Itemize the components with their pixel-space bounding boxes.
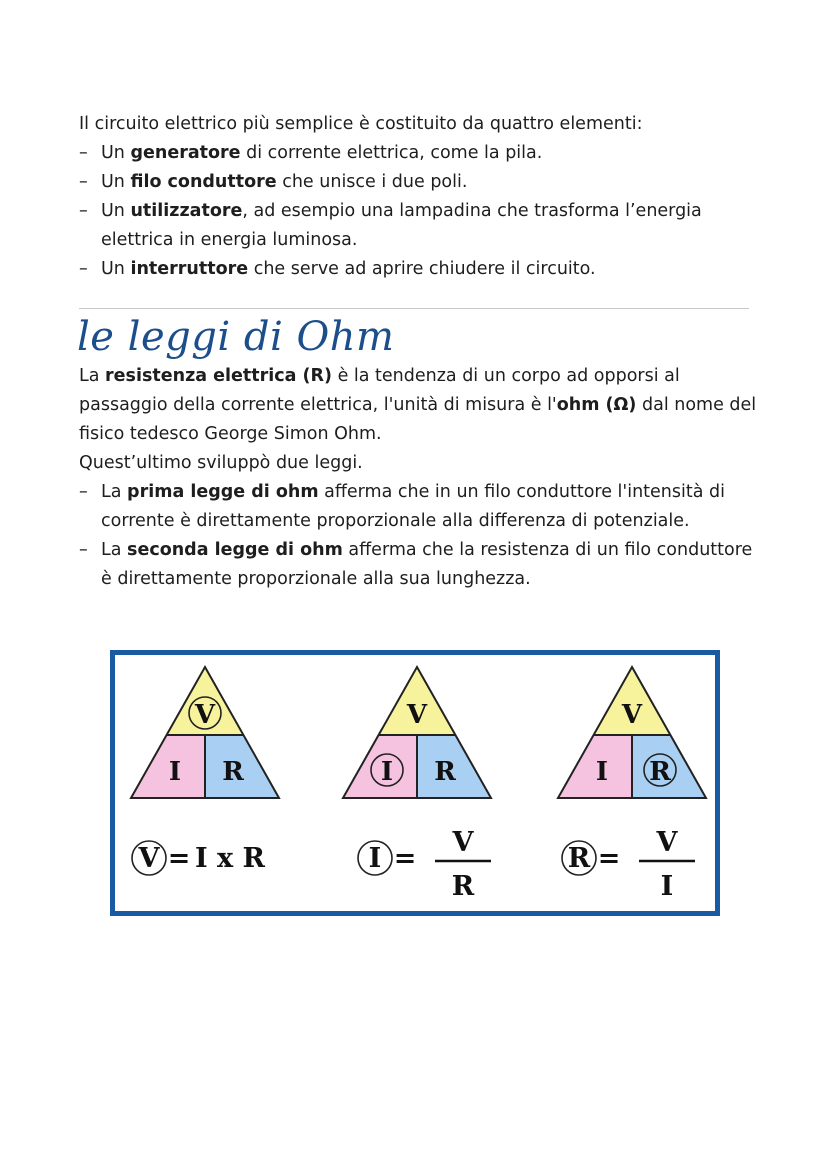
list-item — [79, 536, 759, 594]
formula-equals: = — [393, 843, 417, 874]
triangle-label-v: V — [194, 700, 216, 730]
list-item — [79, 168, 759, 197]
item-keyword: seconda legge di ohm — [127, 540, 343, 560]
triangle-label-r: R — [434, 757, 456, 787]
paragraph-text: La — [79, 366, 106, 386]
formula-equals: = — [167, 843, 191, 874]
triangle-label-i: I — [168, 757, 182, 787]
section-divider — [79, 308, 749, 309]
item-text: che serve ad aprire chiudere il circuito. — [248, 259, 596, 279]
item-text: Un — [101, 259, 131, 279]
laws-list — [79, 478, 759, 594]
item-text: Un — [101, 201, 131, 221]
item-text: Un — [101, 172, 131, 192]
triangle-label-i: I — [595, 757, 609, 787]
triangle-label-r: R — [222, 757, 244, 787]
triangle-label-v: V — [621, 700, 643, 730]
paragraph-keyword: resistenza elettrica (R) — [105, 366, 332, 386]
item-text: che unisce i due poli. — [276, 172, 468, 192]
formula-lhs: I — [368, 843, 382, 874]
resistance-paragraph — [79, 362, 759, 449]
ohm-triangles-svg — [115, 655, 715, 911]
ohm-triangle-figure — [110, 650, 720, 916]
item-keyword: filo conduttore — [130, 172, 277, 192]
paragraph-keyword: ohm (Ω) — [556, 395, 637, 415]
ohm-section — [79, 362, 759, 594]
item-text: La — [101, 540, 128, 560]
formula-denominator: R — [451, 871, 475, 902]
laws-intro: Quest’ultimo sviluppò due leggi. — [79, 453, 363, 473]
triangle-label-v: V — [406, 700, 428, 730]
item-keyword: interruttore — [130, 259, 249, 279]
formula-numerator: V — [656, 827, 678, 858]
list-item — [79, 255, 759, 284]
intro-lead: Il circuito elettrico più semplice è costituito da quattro elementi: — [79, 114, 643, 134]
triangle-label-r: R — [649, 757, 671, 787]
paragraph-text: dal nome del fisico tedesco George Simon Ohm. — [79, 395, 757, 444]
item-text: di corrente elettrica, come la pila. — [240, 143, 543, 163]
item-keyword: prima legge di ohm — [127, 482, 319, 502]
item-text: La — [101, 482, 128, 502]
formula-lhs: R — [567, 843, 591, 874]
item-keyword: utilizzatore — [130, 201, 243, 221]
item-text: , ad esempio una lampadina che trasforma l’energia elettrica in energia luminosa. — [101, 201, 702, 250]
item-text: afferma che la resistenza di un filo conduttore è direttamente proporzionale alla sua lunghezza. — [101, 540, 753, 589]
list-item — [79, 197, 759, 255]
intro-section — [79, 110, 759, 284]
formula-equals: = — [597, 843, 621, 874]
triangle-label-i: I — [380, 757, 394, 787]
item-text: Un — [101, 143, 131, 163]
formula-lhs: V — [138, 843, 160, 874]
formula-numerator: V — [452, 827, 474, 858]
formula-denominator: I — [660, 871, 674, 902]
paragraph-text: è la tendenza di un corpo ad opporsi al passaggio della corrente elettrica, l'unità di misura è l' — [79, 366, 680, 415]
list-item — [79, 139, 759, 168]
elements-list — [79, 139, 759, 284]
section-title: le leggi di Ohm — [77, 314, 395, 360]
item-text: afferma che in un filo conduttore l'intensità di corrente è direttamente proporzionale alla differenza di potenziale. — [101, 482, 725, 531]
item-keyword: generatore — [130, 143, 241, 163]
list-item — [79, 478, 759, 536]
formula-rhs: I x R — [195, 843, 265, 874]
